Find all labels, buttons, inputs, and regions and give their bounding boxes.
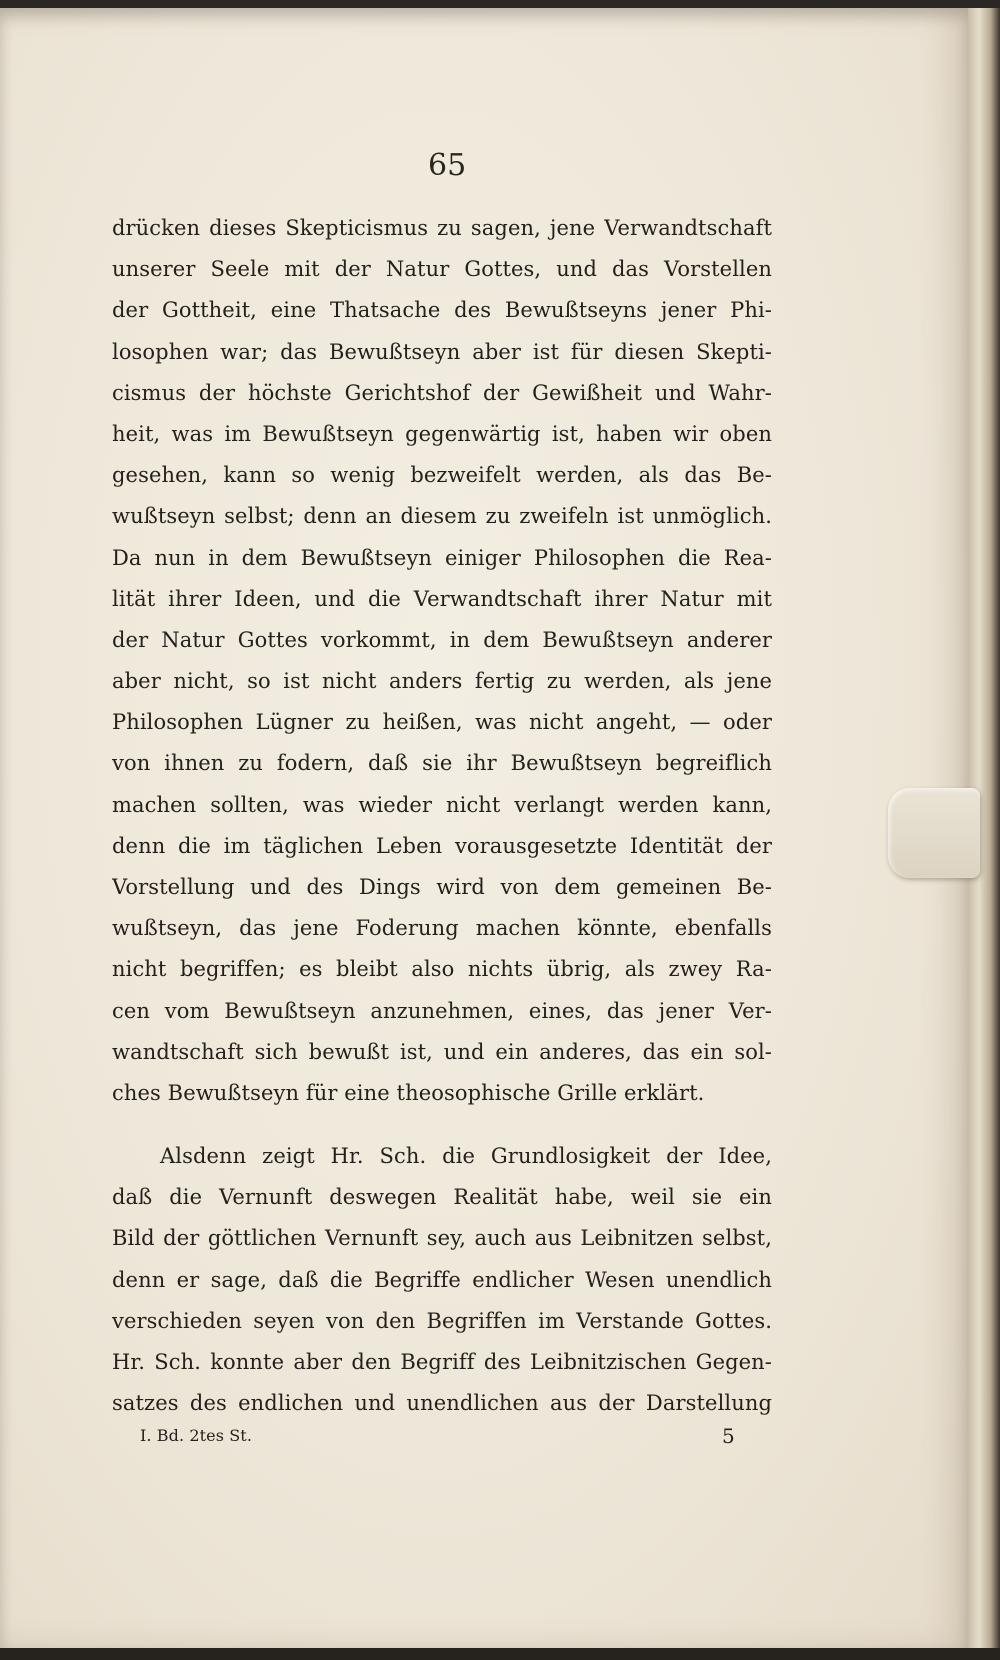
text-line: verschieden seyen von den Begriffen im Verstande Gottes. <box>112 1308 772 1333</box>
signature-mark: I. Bd. 2tes St. <box>140 1426 253 1445</box>
text-line: Hr. Sch. konnte aber den Begriff des Leibnitzischen Gegen- <box>112 1349 772 1374</box>
text-line: Alsdenn zeigt Hr. Sch. die Grundlosigkeit der Idee, <box>160 1144 772 1168</box>
gathering-number: 5 <box>722 1424 735 1448</box>
text-line: wußtseyn selbst; denn an diesem zu zweifeln ist unmöglich. <box>112 504 772 529</box>
page-sheet <box>0 8 968 1648</box>
text-line: drücken dieses Skepticismus zu sagen, jene Verwandtschaft <box>112 216 772 240</box>
text-line: denn die im täglichen Leben vorausgesetzte Identität der <box>112 833 772 858</box>
text-line: satzes des endlichen und unendlichen aus der Darstellung <box>112 1391 772 1416</box>
text-line: wußtseyn, das jene Foderung machen könnte, ebenfalls <box>112 916 772 941</box>
text-line: cismus der höchste Gerichtshof der Gewißheit und Wahr- <box>112 380 772 405</box>
text-line: Bild der göttlichen Vernunft sey, auch aus Leibnitzen selbst, <box>112 1226 772 1251</box>
text-line: gesehen, kann so wenig bezweifelt werden, als das Be- <box>112 463 772 488</box>
text-line: nicht begriffen; es bleibt also nichts übrig, als zwey Ra- <box>112 957 772 982</box>
text-line: daß die Vernunft deswegen Realität habe, weil sie ein <box>112 1185 772 1210</box>
text-line: aber nicht, so ist nicht anders fertig zu werden, als jene <box>112 669 772 694</box>
text-line: heit, was im Bewußtseyn gegenwärtig ist, haben wir oben <box>112 421 772 446</box>
paragraph-2 <box>112 1136 772 1424</box>
paragraph-1 <box>112 208 772 1114</box>
text-line: ches Bewußtseyn für eine theosophische Grille erklärt. <box>112 1080 705 1105</box>
text-line: von ihnen zu fodern, daß sie ihr Bewußtseyn begreiflich <box>112 751 772 776</box>
text-line: wandtschaft sich bewußt ist, und ein anderes, das ein sol- <box>112 1039 772 1064</box>
text-line: Da nun in dem Bewußtseyn einiger Philosophen die Rea- <box>112 545 772 570</box>
text-line: losophen war; das Bewußtseyn aber ist für diesen Skepti- <box>112 339 772 364</box>
text-line: denn er sage, daß die Begriffe endlicher Wesen unendlich <box>112 1267 772 1292</box>
bookmark-tab <box>888 788 980 878</box>
text-line: machen sollten, was wieder nicht verlangt werden kann, <box>112 792 772 817</box>
page-number: 65 <box>428 148 467 183</box>
text-line: der Natur Gottes vorkommt, in dem Bewußtseyn anderer <box>112 627 772 652</box>
text-line: Philosophen Lügner zu heißen, was nicht angeht, — oder <box>112 710 772 735</box>
text-line: unserer Seele mit der Natur Gottes, und das Vorstellen <box>112 257 772 282</box>
text-line: Vorstellung und des Dings wird von dem gemeinen Be- <box>112 875 772 899</box>
scan-background-edge <box>0 1648 1000 1660</box>
text-line: lität ihrer Ideen, und die Verwandtschaft ihrer Natur mit <box>112 586 772 611</box>
text-line: der Gottheit, eine Thatsache des Bewußtseyns jener Phi- <box>112 298 772 323</box>
text-line: cen vom Bewußtseyn anzunehmen, eines, das jener Ver- <box>112 998 772 1023</box>
